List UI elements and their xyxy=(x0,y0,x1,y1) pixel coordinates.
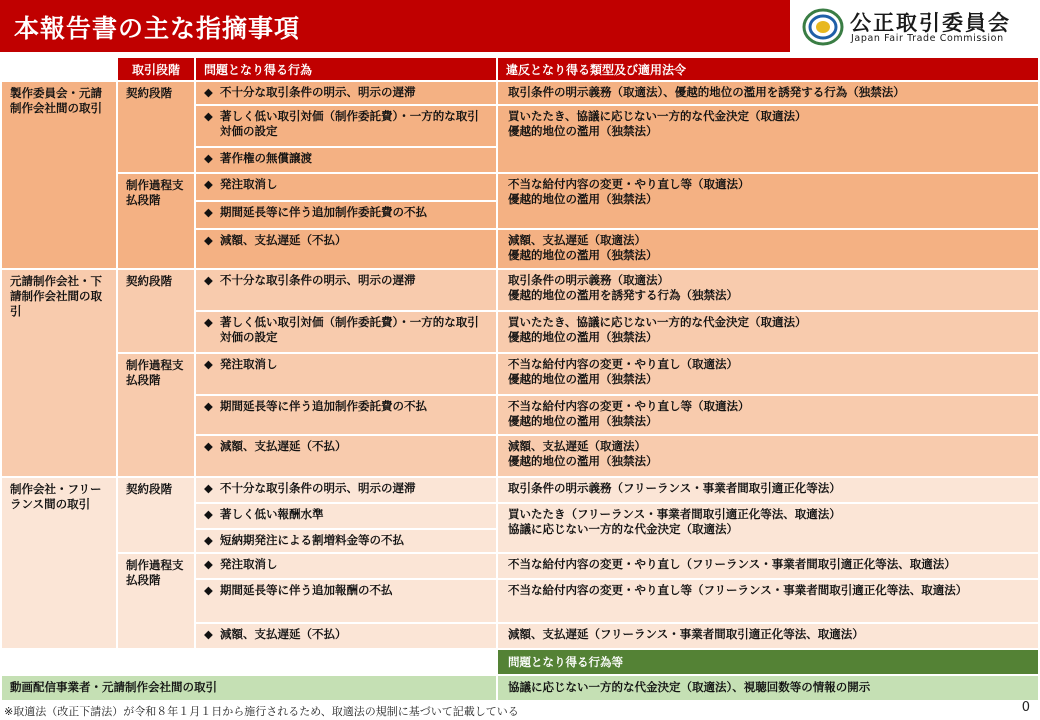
action-text: 短納期発注による割増料金等の不払 xyxy=(220,533,404,547)
video-section-label: 動画配信事業者・元請制作会社間の取引 xyxy=(2,676,496,700)
diamond-bullet-icon: ◆ xyxy=(204,315,213,329)
diamond-bullet-icon: ◆ xyxy=(204,177,213,191)
action-item xyxy=(196,580,496,622)
diamond-bullet-icon: ◆ xyxy=(204,627,213,641)
video-header: 問題となり得る行為等 xyxy=(498,650,1038,674)
header-violation: 違反となり得る類型及び適用法令 xyxy=(498,58,1038,80)
section-label: 制作会社・フリーランス間の取引 xyxy=(2,478,116,648)
action-item xyxy=(196,174,496,200)
violation-text: 不当な給付内容の変更・やり直し（取適法） 優越的地位の濫用（独禁法） xyxy=(498,354,1038,394)
stage-label: 制作過程支払段階 xyxy=(118,174,194,268)
diamond-bullet-icon: ◆ xyxy=(204,399,213,413)
action-item xyxy=(196,106,496,146)
video-action-text: 協議に応じない一方的な代金決定（取適法）、視聴回数等の情報の開示 xyxy=(498,676,1038,700)
action-text: 発注取消し xyxy=(220,177,278,191)
footnote: ※取適法（改正下請法）が令和８年１月１日から施行されるため、取適法の規制に基づいて記載している xyxy=(4,705,519,718)
action-text: 減額、支払遅延（不払） xyxy=(220,233,347,247)
action-item xyxy=(196,436,496,476)
diamond-bullet-icon: ◆ xyxy=(204,85,213,99)
action-item xyxy=(196,554,496,578)
diamond-bullet-icon: ◆ xyxy=(204,151,213,165)
action-item xyxy=(196,312,496,352)
section-label: 元請制作会社・下請制作会社間の取引 xyxy=(2,270,116,476)
diamond-bullet-icon: ◆ xyxy=(204,109,213,123)
action-text: 著しく低い取引対価（制作委託費）・一方的な取引対価の設定 xyxy=(220,315,479,344)
action-item xyxy=(196,530,496,552)
violation-text: 減額、支払遅延（取適法） 優越的地位の濫用（独禁法） xyxy=(498,230,1038,268)
stage-label: 契約段階 xyxy=(118,270,194,352)
action-item xyxy=(196,148,496,172)
action-item xyxy=(196,202,496,228)
action-text: 減額、支払遅延（不払） xyxy=(220,627,347,641)
action-text: 期間延長等に伴う追加制作委託費の不払 xyxy=(220,399,427,413)
diamond-bullet-icon: ◆ xyxy=(204,233,213,247)
action-text: 期間延長等に伴う追加報酬の不払 xyxy=(220,583,393,597)
page-title: 本報告書の主な指摘事項 xyxy=(14,14,301,43)
stage-label: 契約段階 xyxy=(118,82,194,172)
action-item xyxy=(196,624,496,648)
violation-text: 買いたたき（フリーランス・事業者間取引適正化等法、取適法） 協議に応じない一方的な代金決定（取適法） xyxy=(498,504,1038,552)
violation-text: 取引条件の明示義務（取適法） 優越的地位の濫用を誘発する行為（独禁法） xyxy=(498,270,1038,310)
action-item xyxy=(196,504,496,528)
action-item xyxy=(196,230,496,268)
action-text: 発注取消し xyxy=(220,557,278,571)
violation-text: 買いたたき、協議に応じない一方的な代金決定（取適法） 優越的地位の濫用（独禁法） xyxy=(498,106,1038,172)
diamond-bullet-icon: ◆ xyxy=(204,557,213,571)
violation-text: 不当な給付内容の変更・やり直し（フリーランス・事業者間取引適正化等法、取適法） xyxy=(498,554,1038,578)
action-text: 期間延長等に伴う追加制作委託費の不払 xyxy=(220,205,427,219)
violation-text: 減額、支払遅延（取適法） 優越的地位の濫用（独禁法） xyxy=(498,436,1038,476)
action-text: 不十分な取引条件の明示、明示の遅滞 xyxy=(220,481,416,495)
logo-subtitle: Japan Fair Trade Commission xyxy=(851,33,1004,44)
action-item xyxy=(196,478,496,502)
section-label: 製作委員会・元請制作会社間の取引 xyxy=(2,82,116,268)
title-bar xyxy=(0,0,790,52)
violation-text: 取引条件の明示義務（フリーランス・事業者間取引適正化等法） xyxy=(498,478,1038,502)
jftc-emblem-icon xyxy=(802,8,844,46)
diamond-bullet-icon: ◆ xyxy=(204,507,213,521)
action-item xyxy=(196,396,496,434)
violation-text: 買いたたき、協議に応じない一方的な代金決定（取適法） 優越的地位の濫用（独禁法） xyxy=(498,312,1038,352)
action-text: 発注取消し xyxy=(220,357,278,371)
diamond-bullet-icon: ◆ xyxy=(204,357,213,371)
violation-text: 不当な給付内容の変更・やり直し等（フリーランス・事業者間取引適正化等法、取適法） xyxy=(498,580,1038,622)
action-item xyxy=(196,270,496,310)
violation-text: 取引条件の明示義務（取適法）、優越的地位の濫用を誘発する行為（独禁法） xyxy=(498,82,1038,104)
action-text: 減額、支払遅延（不払） xyxy=(220,439,347,453)
action-text: 著しく低い取引対価（制作委託費）・一方的な取引対価の設定 xyxy=(220,109,479,138)
header-stage: 取引段階 xyxy=(118,58,194,80)
action-text: 著しく低い報酬水準 xyxy=(220,507,324,521)
diamond-bullet-icon: ◆ xyxy=(204,481,213,495)
violation-text: 減額、支払遅延（フリーランス・事業者間取引適正化等法、取適法） xyxy=(498,624,1038,648)
violation-text: 不当な給付内容の変更・やり直し等（取適法） 優越的地位の濫用（独禁法） xyxy=(498,174,1038,228)
header-action: 問題となり得る行為 xyxy=(196,58,496,80)
diamond-bullet-icon: ◆ xyxy=(204,439,213,453)
stage-label: 契約段階 xyxy=(118,478,194,552)
stage-label: 制作過程支払段階 xyxy=(118,354,194,476)
diamond-bullet-icon: ◆ xyxy=(204,273,213,287)
action-text: 著作権の無償譲渡 xyxy=(220,151,312,165)
logo-name: 公正取引委員会 xyxy=(850,11,1011,35)
diamond-bullet-icon: ◆ xyxy=(204,205,213,219)
jftc-logo xyxy=(800,6,1032,48)
diamond-bullet-icon: ◆ xyxy=(204,583,213,597)
stage-label: 制作過程支払段階 xyxy=(118,554,194,648)
diamond-bullet-icon: ◆ xyxy=(204,533,213,547)
action-item xyxy=(196,82,496,104)
action-text: 不十分な取引条件の明示、明示の遅滞 xyxy=(220,85,416,99)
action-item xyxy=(196,354,496,394)
violation-text: 不当な給付内容の変更・やり直し等（取適法） 優越的地位の濫用（独禁法） xyxy=(498,396,1038,434)
page-number: 0 xyxy=(1021,700,1030,715)
action-text: 不十分な取引条件の明示、明示の遅滞 xyxy=(220,273,416,287)
